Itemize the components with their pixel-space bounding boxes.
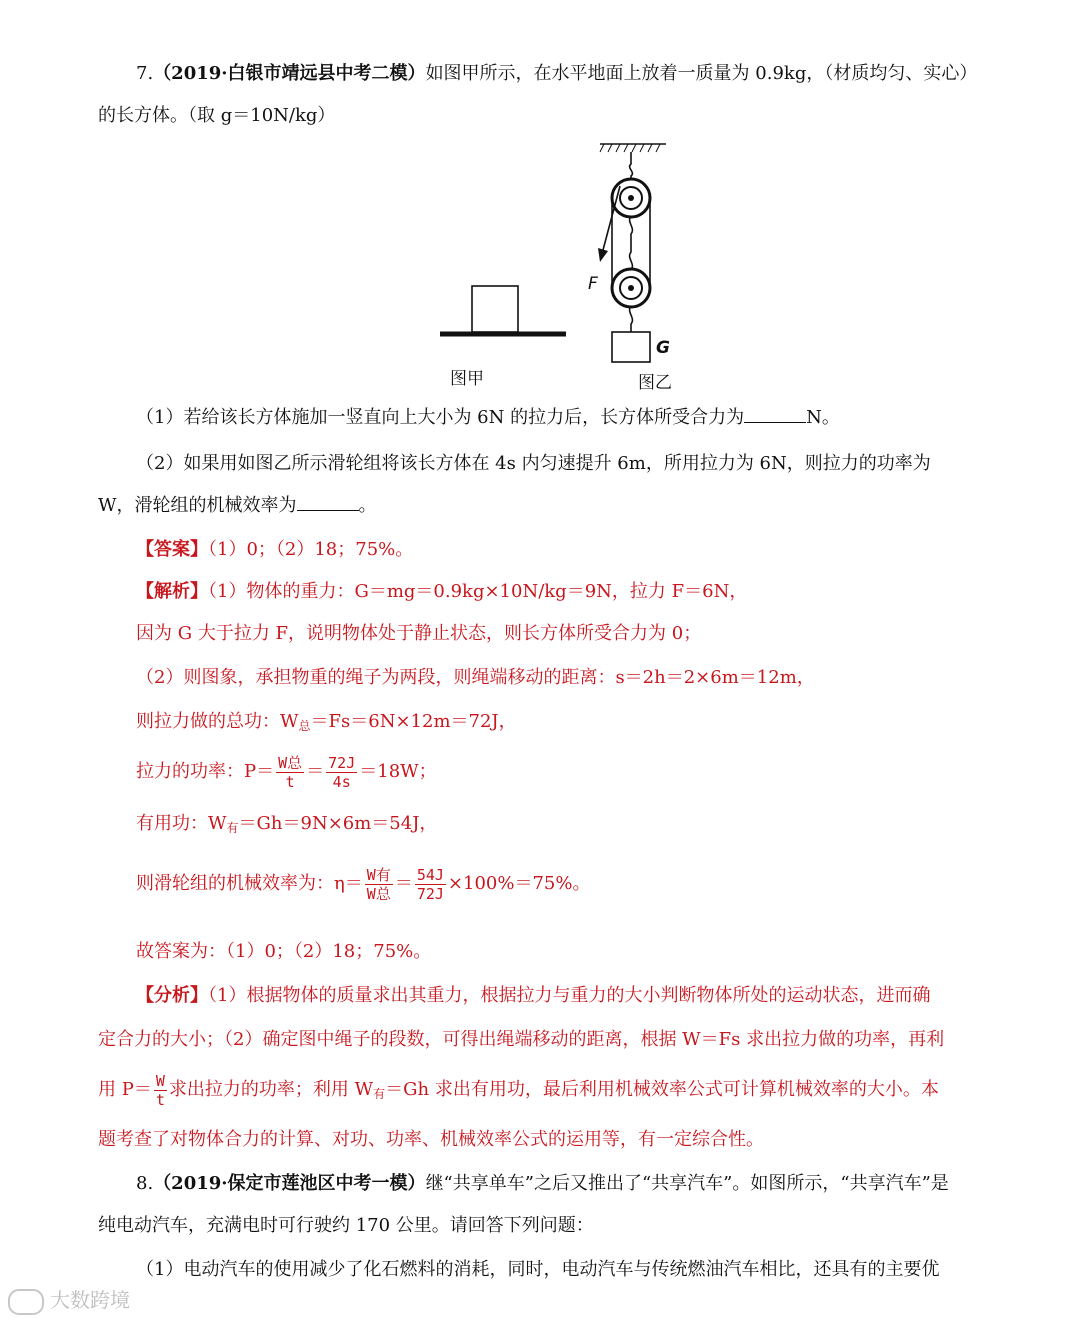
- comment-line2: 定合力的大小；（2）确定图中绳子的段数，可得出绳端移动的距离，根据 W＝Fs 求出拉力做的功率，再利: [98, 1029, 945, 1050]
- analysis-line1: 【解析】（1）物体的重力：G＝mg＝0.9kg×10N/kg＝9N，拉力 F＝6N，: [136, 581, 748, 602]
- comment-tag: 【分析】: [136, 985, 208, 1006]
- figure-b-caption: 图乙: [638, 373, 672, 393]
- q7-stem-line2: 的长方体。（取 g＝10N/kg）: [98, 105, 336, 126]
- fraction-72j-over-4s: $\frac{72J}{4s}$: [328, 753, 356, 791]
- q7-part2-line2: W，滑轮组的机械效率为 。: [98, 495, 377, 516]
- analysis-line5: 拉力的功率：P＝ $\frac{\text{W总}}{t}$ ＝ $\frac{72J}{4s}$ ＝18W；: [136, 753, 437, 791]
- q7-stem-line1: 7.（2019·白银市靖远县中考二模）如图甲所示，在水平地面上放着一质量为 0.9kg，（材质均匀、实心）: [136, 63, 978, 84]
- analysis-line2: 因为 G 大于拉力 F，说明物体处于静止状态，则长方体所受合力为 0；: [136, 623, 702, 644]
- figure-a-caption: 图甲: [450, 369, 484, 389]
- fraction-w-total-over-t: $\frac{\text{W总}}{t}$: [278, 753, 303, 791]
- q8-source: （2019·保定市莲池区中考一模）: [153, 1173, 426, 1194]
- q8-part1: （1）电动汽车的使用减少了化石燃料的消耗，同时，电动汽车与传统燃油汽车相比，还具有的主要优: [136, 1259, 940, 1280]
- label-g: G: [656, 338, 670, 358]
- comment-line4: 题考查了对物体合力的计算、对功、功率、机械效率公式的运用等，有一定综合性。: [98, 1129, 764, 1150]
- answer-line: 【答案】（1）0；（2）18；75%。: [136, 539, 414, 560]
- label-f: F: [588, 274, 598, 294]
- answer-blank: [297, 494, 359, 511]
- q7-figures: [0, 0, 1080, 400]
- watermark: 大数跨境: [8, 1284, 130, 1315]
- fraction-w-useful-over-w-total: $\frac{\text{W有}}{\text{W总}}$: [366, 865, 391, 903]
- comment-line3: 用 P＝ $\frac{W}{t}$ 求出拉力的功率；利用 $W_有=Gh$ 求出有用功，最后利用机械效率公式可计算机械效率的大小。本: [98, 1071, 939, 1109]
- analysis-conclusion: 故答案为：（1）0；（2）18；75%。: [136, 941, 432, 962]
- q7-source: （2019·白银市靖远县中考二模）: [153, 63, 426, 84]
- q7-part1: （1）若给该长方体施加一竖直向上大小为 6N 的拉力后，长方体所受合力为 N。: [136, 407, 840, 428]
- q8-stem-line1: 8.（2019·保定市莲池区中考一模）继“共享单车”之后又推出了“共享汽车”。如图所示，“共享汽车”是: [136, 1173, 949, 1194]
- answer-tag: 【答案】: [136, 539, 208, 560]
- fraction-w-over-t: $\frac{W}{t}$: [155, 1071, 165, 1109]
- q8-stem-line2: 纯电动汽车，充满电时可行驶约 170 公里。请回答下列问题：: [98, 1215, 594, 1236]
- fraction-54j-over-72j: $\frac{54J}{72J}$: [416, 865, 444, 903]
- analysis-line3: （2）则图象，承担物重的绳子为两段，则绳端移动的距离：s＝2h＝2×6m＝12m，: [136, 667, 815, 688]
- wechat-icon: [8, 1289, 44, 1315]
- q7-part2-line1: （2）如果用如图乙所示滑轮组将该长方体在 4s 内匀速提升 6m，所用拉力为 6N，则拉力的功率为: [136, 453, 931, 474]
- analysis-line7: 则滑轮组的机械效率为：η＝ $\frac{\text{W有}}{\text{W总}}$ ＝ $\frac{54J}{72J}$ ×100%＝75%。: [136, 865, 591, 903]
- figure-a-block-on-ground: [440, 286, 566, 334]
- analysis-line6: 有用功：$W_有=Gh=9N\times 6m=54J$，: [136, 813, 438, 835]
- comment-line1: 【分析】（1）根据物体的质量求出其重力，根据拉力与重力的大小判断物体所处的运动状态，进而确: [136, 985, 931, 1006]
- analysis-tag: 【解析】: [136, 581, 208, 602]
- analysis-line4: 则拉力做的总功：$W_总=Fs=6N\times 12m=72J$，: [136, 711, 517, 733]
- figure-b-pulley-system: [598, 144, 666, 362]
- answer-blank: [744, 406, 806, 423]
